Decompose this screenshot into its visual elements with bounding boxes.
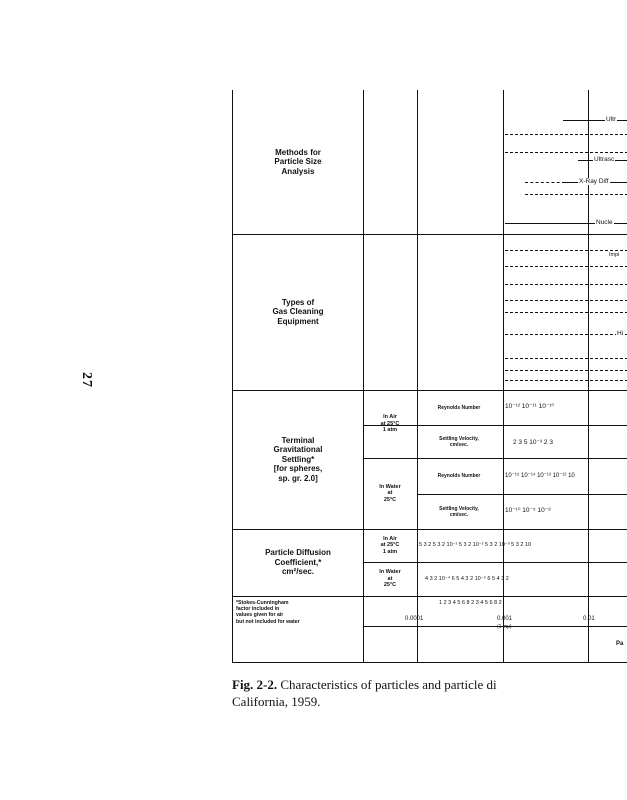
- rowlabel-settling-air: Settling Velocity, cm/sec.: [439, 435, 479, 448]
- scale-0.0001: 0.0001: [405, 616, 424, 622]
- scale-unit: Pa: [616, 641, 624, 647]
- scale-1mu: (1 mμ): [497, 624, 512, 630]
- sublabel-diffusion-air: In Air at 25°C 1 atm: [380, 535, 400, 555]
- method-label: Nucle: [596, 219, 613, 226]
- gas-range-dashed: [505, 358, 627, 359]
- ticks-settling-air: 2 3 5 10⁻³ 2 3: [513, 439, 553, 446]
- ticks-reynolds-air: 10⁻¹² 10⁻¹¹ 10⁻¹⁰: [505, 403, 555, 410]
- page-number: 27: [79, 372, 94, 388]
- scale-0.001: 0.001: [497, 616, 513, 622]
- rowlabel-settling-water: Settling Velocity, cm/sec.: [439, 505, 479, 518]
- gas-range-dashed: [505, 380, 627, 381]
- col-divider-2: [417, 90, 418, 662]
- caption-label: Fig. 2-2.: [232, 677, 278, 692]
- sublabel-diffusion-water: In Water at 25°C: [379, 569, 401, 589]
- footnote: *Stokes-Cunningham factor included in values given for air but not included for water: [236, 600, 300, 625]
- sublabel-terminal-water: In Water at 25°C: [379, 483, 401, 503]
- method-range-line: [563, 120, 627, 121]
- gas-range-dashed: [505, 300, 627, 301]
- gas-range-dashed: [505, 334, 627, 335]
- section-terminal-settling: Terminal Gravitational Settling* [for spheres, sp. gr. 2.0]: [273, 435, 323, 483]
- method-range-dashed: [525, 182, 565, 183]
- method-range-dashed: [505, 152, 627, 153]
- rowlabel-reynolds-air: Reynolds Number: [437, 404, 481, 411]
- figure-caption: [232, 676, 627, 710]
- sublabel-terminal-air: In Air at 25°C 1 atm: [380, 414, 400, 434]
- gas-label: Hi: [617, 330, 624, 337]
- method-label: Ultrasc: [594, 156, 615, 163]
- particle-characteristics-chart: [232, 90, 627, 663]
- section-divider-4: [233, 596, 627, 597]
- caption-line1: Characteristics of particles and particle di: [280, 677, 497, 692]
- scale-0.01: 0.01: [583, 616, 595, 622]
- col-divider-4: [588, 90, 589, 662]
- gas-range-dashed: [505, 370, 627, 371]
- gas-range-dashed: [505, 284, 627, 285]
- row-divider-e: [363, 626, 627, 627]
- ticks-settling-water: 10⁻¹⁰ 10⁻⁹ 10⁻⁸: [505, 507, 551, 514]
- method-range-dashed: [525, 194, 627, 195]
- ticks-diffusion-water: 4 3 2 10⁻⁴ 6 5 4 3 2 10⁻⁵ 6 5 4 3 2: [425, 576, 509, 582]
- ticks-axis: 1 2 3 4 5 6 8 2 3 4 5 6 8 2: [439, 600, 502, 606]
- caption-line2: California, 1959.: [232, 694, 321, 709]
- method-range-dashed: [505, 134, 627, 135]
- section-methods: Methods for Particle Size Analysis: [274, 147, 322, 176]
- gas-label: Impi: [609, 252, 620, 258]
- gas-range-dashed: [505, 266, 627, 267]
- ticks-diffusion-air: 5 3 2 5 3 2 10⁻¹ 5 3 2 10⁻² 5 3 2 10⁻³ 5 3 2 10: [419, 542, 532, 548]
- method-label: Ultr: [606, 116, 617, 123]
- section-gas-cleaning: Types of Gas Cleaning Equipment: [272, 297, 324, 326]
- method-label: X-Ray Diff: [579, 178, 609, 185]
- gas-range-dashed: [505, 312, 627, 313]
- section-diffusion: Particle Diffusion Coefficient,* cm²/sec.: [265, 548, 331, 577]
- gas-range-dashed: [505, 250, 627, 251]
- rowlabel-reynolds-water: Reynolds Number: [437, 473, 481, 479]
- ticks-reynolds-water: 10⁻¹⁵ 10⁻¹⁴ 10⁻¹³ 10⁻¹² 10: [505, 473, 575, 479]
